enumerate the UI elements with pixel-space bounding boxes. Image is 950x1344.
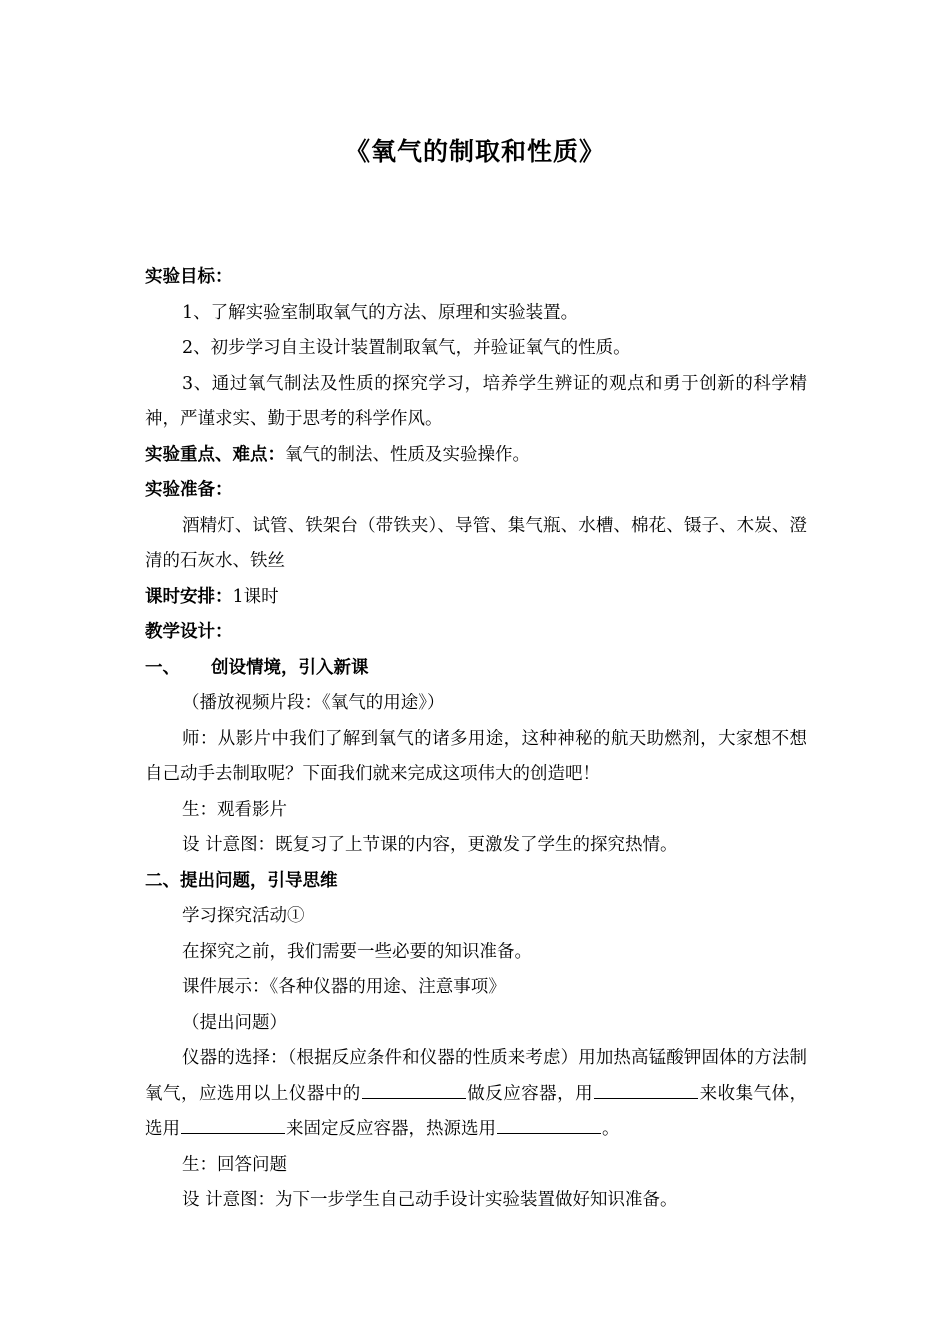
question-text-3: 来收集气体，选用	[145, 1083, 808, 1139]
question-text-5: 。	[602, 1119, 620, 1139]
objective-item: 3、通过氧气制法及性质的探究学习，培养学生辨证的观点和勇于创新的科学精神，严谨求实、勤于思考的科学作风。	[145, 373, 807, 429]
section1-line: （播放视频片段：《氧气的用途》）	[182, 693, 445, 713]
section2-line: 课件展示：《各种仪器的用途、注意事项》	[182, 977, 506, 997]
schedule-line	[145, 580, 807, 616]
document-body	[145, 260, 807, 1219]
objective-item: 2、初步学习自主设计装置制取氧气，并验证氧气的性质。	[182, 338, 631, 358]
fill-blank[interactable]	[497, 1132, 601, 1134]
section2-line: 生：回答问题	[182, 1154, 287, 1175]
schedule-label: 课时安排：	[145, 586, 233, 607]
section2-line: 设 计意图：为下一步学生自己动手设计实验装置做好知识准备。	[182, 1190, 678, 1210]
fill-blank[interactable]	[594, 1097, 698, 1099]
fill-blank[interactable]	[362, 1097, 466, 1099]
question-text-4: 来固定反应容器，热源选用	[286, 1119, 496, 1139]
objectives-heading: 实验目标：	[145, 267, 233, 287]
focus-text: 氧气的制法、性质及实验操作。	[285, 444, 530, 465]
section1-line: 师：从影片中我们了解到氧气的诸多用途，这种神秘的航天助燃剂，大家想不想自己动手去制取呢？下面我们就来完成这项伟大的创造吧！	[145, 728, 807, 784]
question-paragraph	[145, 1041, 807, 1148]
section2-line: （提出问题）	[182, 1012, 287, 1033]
objective-item: 1、了解实验室制取氧气的方法、原理和实验装置。	[182, 302, 579, 323]
fill-blank[interactable]	[181, 1132, 285, 1134]
focus-label: 实验重点、难点：	[145, 444, 285, 465]
design-heading: 教学设计：	[145, 622, 233, 642]
section1-heading	[145, 651, 807, 687]
section2-heading: 二、提出问题，引导思维	[145, 870, 338, 891]
section1-title: 创设情境，引入新课	[211, 657, 369, 678]
section1-number: 一、	[145, 657, 180, 678]
section1-line: 生：观看影片	[182, 799, 287, 820]
focus-line	[145, 438, 807, 474]
section2-line: 学习探究活动①	[182, 906, 305, 926]
prep-text: 酒精灯、试管、铁架台（带铁夹）、导管、集气瓶、水槽、棉花、镊子、木炭、澄清的石灰水、铁丝	[145, 515, 807, 571]
section2-line: 在探究之前，我们需要一些必要的知识准备。	[182, 941, 532, 962]
prep-heading: 实验准备：	[145, 480, 233, 500]
question-text-2: 做反应容器，用	[466, 1083, 594, 1104]
document-title: 《氧气的制取和性质》	[344, 137, 605, 166]
question-text-1: 仪器的选择：（根据反应条件和仪器的性质来考虑）用加热高锰酸钾固体的方法制氧气，应选用以上仪器中的	[145, 1048, 807, 1104]
section1-line: 设 计意图：既复习了上节课的内容，更激发了学生的探究热情。	[182, 835, 678, 855]
schedule-text: 1课时	[232, 586, 279, 607]
